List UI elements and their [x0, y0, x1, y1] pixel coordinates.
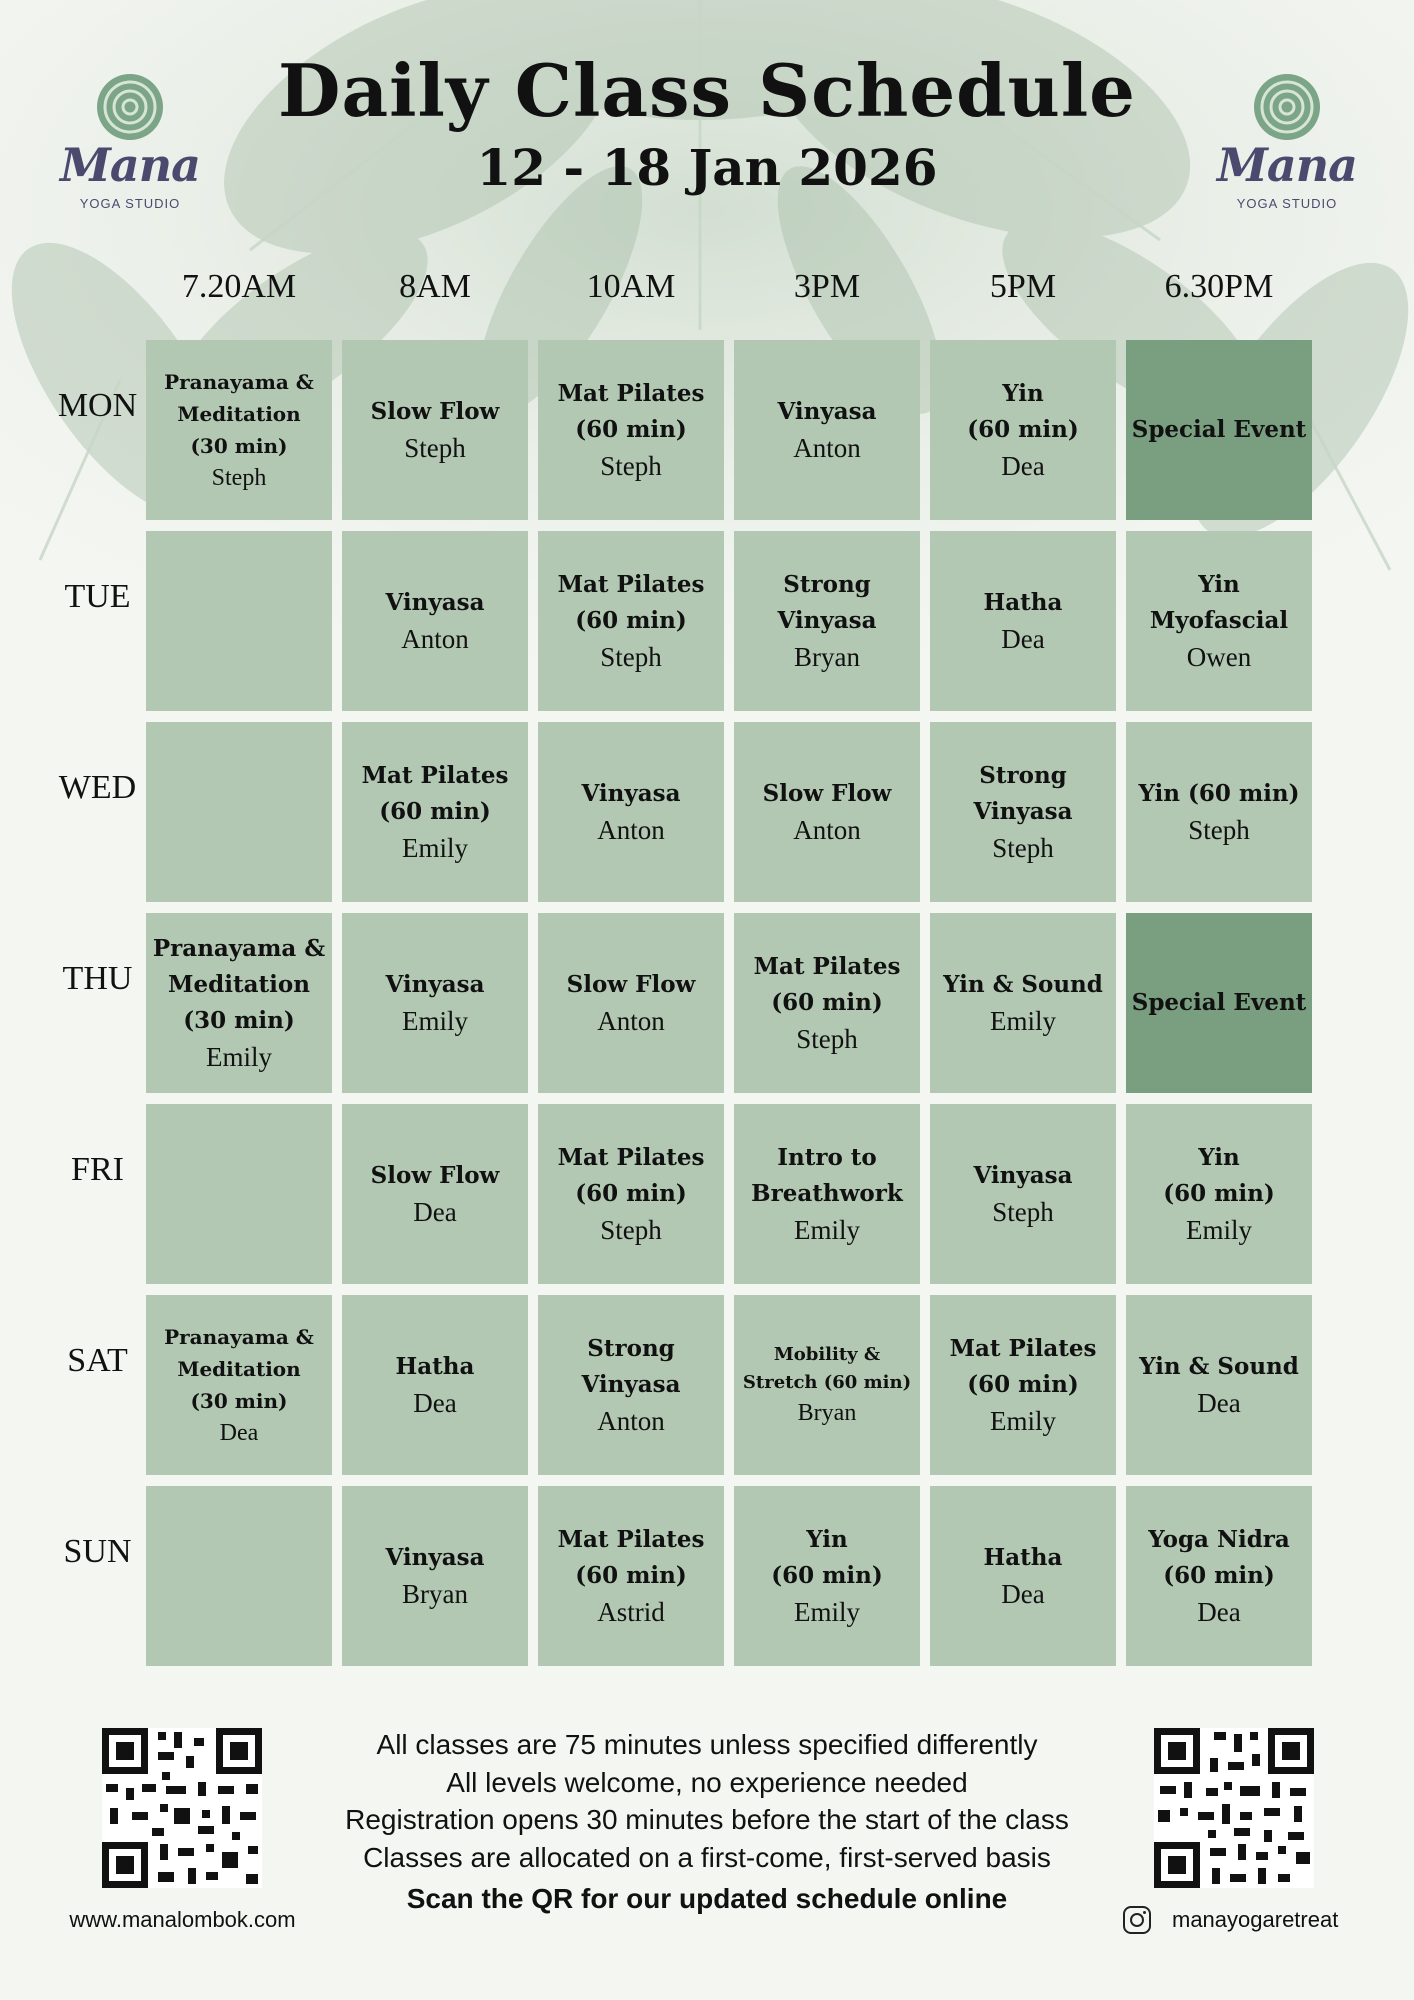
class-name: Mat Pilates (60 min)	[557, 380, 705, 443]
class-cell	[538, 913, 724, 1093]
class-name: Mat Pilates (60 min)	[557, 571, 705, 634]
day-label-wed: WED	[58, 769, 137, 806]
instructor-name: Steph	[1188, 815, 1250, 845]
time-header-7-20am: 7.20AM	[181, 268, 297, 305]
qr-code-left[interactable]	[102, 1728, 262, 1888]
class-name: Vinyasa	[973, 1162, 1073, 1189]
instructor-name: Anton	[597, 1406, 665, 1436]
time-header-5pm: 5PM	[989, 268, 1057, 305]
class-name: Mat Pilates (60 min)	[557, 1144, 705, 1207]
class-cell	[930, 340, 1116, 520]
day-label-fri: FRI	[71, 1151, 124, 1188]
instructor-name: Anton	[401, 624, 469, 654]
class-name: Special Event	[1131, 989, 1307, 1016]
instructor-name: Steph	[600, 451, 662, 481]
class-cell	[734, 1486, 920, 1666]
website-link[interactable]: www.manalombok.com	[69, 1907, 296, 1932]
empty-cell	[146, 1486, 332, 1666]
instructor-name: Dea	[413, 1388, 457, 1418]
empty-cell	[146, 722, 332, 902]
class-cell	[734, 1295, 920, 1475]
instructor-name: Steph	[211, 465, 267, 491]
class-name: Strong Vinyasa	[777, 571, 877, 634]
note-line: Classes are allocated on a first-come, first-served basis	[363, 1841, 1051, 1873]
class-cell	[342, 1104, 528, 1284]
class-cell	[146, 1295, 332, 1475]
class-name: Slow Flow	[370, 1162, 500, 1189]
class-cell	[538, 1295, 724, 1475]
class-name: Yin Myofascial	[1149, 571, 1289, 634]
class-name: Mat Pilates (60 min)	[361, 762, 509, 825]
instructor-name: Emily	[794, 1215, 860, 1245]
instructor-name: Anton	[597, 1006, 665, 1036]
class-cell	[734, 1104, 920, 1284]
instructor-name: Steph	[992, 833, 1054, 863]
qr-callout: Scan the QR for our updated schedule online	[406, 1883, 1008, 1914]
instructor-name: Dea	[219, 1420, 259, 1446]
instructor-name: Dea	[1001, 1579, 1045, 1609]
class-name: Intro to Breathwork	[751, 1144, 903, 1207]
day-label-sun: SUN	[63, 1533, 132, 1570]
class-name: Vinyasa	[385, 589, 485, 616]
class-cell	[538, 1104, 724, 1284]
class-cell	[538, 722, 724, 902]
empty-cell	[146, 531, 332, 711]
class-cell	[146, 340, 332, 520]
date-range: 12 - 18 Jan 2026	[476, 138, 938, 197]
class-cell	[930, 722, 1116, 902]
class-name: Pranayama & Meditation (30 min)	[164, 1325, 314, 1413]
class-name: Mat Pilates (60 min)	[753, 953, 901, 1016]
class-cell	[146, 913, 332, 1093]
logo-subtitle: YOGA STUDIO	[79, 196, 181, 211]
instructor-name: Bryan	[797, 1400, 857, 1426]
class-name: Strong Vinyasa	[973, 762, 1073, 825]
instructor-name: Anton	[793, 433, 861, 463]
logo-subtitle: YOGA STUDIO	[1236, 196, 1338, 211]
instructor-name: Astrid	[597, 1597, 665, 1627]
class-name: Vinyasa	[777, 398, 877, 425]
class-name: Special Event	[1131, 416, 1307, 443]
class-cell	[342, 340, 528, 520]
class-cell	[342, 1295, 528, 1475]
instructor-name: Dea	[413, 1197, 457, 1227]
class-name: Vinyasa	[385, 1544, 485, 1571]
instructor-name: Steph	[796, 1024, 858, 1054]
class-name: Hatha	[395, 1353, 475, 1380]
class-name: Yin (60 min)	[771, 1526, 883, 1589]
class-name: Vinyasa	[385, 971, 485, 998]
class-cell	[342, 531, 528, 711]
class-cell	[930, 1486, 1116, 1666]
instructor-name: Emily	[1186, 1215, 1252, 1245]
instagram-handle[interactable]: manayogaretreat	[1172, 1907, 1339, 1932]
instructor-name: Emily	[990, 1406, 1056, 1436]
class-cell	[734, 722, 920, 902]
page-title: Daily Class Schedule	[278, 48, 1136, 133]
logo-name: Mana	[60, 138, 200, 192]
class-name: Yin & Sound	[943, 971, 1103, 998]
class-name: Slow Flow	[370, 398, 500, 425]
class-name: Yoga Nidra (60 min)	[1148, 1526, 1290, 1589]
note-line: Registration opens 30 minutes before the start of the class	[345, 1804, 1069, 1835]
instructor-name: Dea	[1001, 451, 1045, 481]
class-cell	[734, 913, 920, 1093]
class-name: Mat Pilates (60 min)	[557, 1526, 705, 1589]
instructor-name: Emily	[990, 1006, 1056, 1036]
class-name: Slow Flow	[762, 780, 892, 807]
class-cell	[1126, 1486, 1312, 1666]
class-cell	[930, 913, 1116, 1093]
instructor-name: Emily	[794, 1597, 860, 1627]
class-cell	[930, 531, 1116, 711]
instructor-name: Emily	[206, 1042, 272, 1072]
instructor-name: Dea	[1001, 624, 1045, 654]
class-cell	[1126, 340, 1312, 520]
class-cell	[342, 1486, 528, 1666]
class-cell	[1126, 1295, 1312, 1475]
instructor-name: Owen	[1186, 642, 1252, 672]
instructor-name: Steph	[600, 1215, 662, 1245]
time-header-6-30pm: 6.30PM	[1164, 268, 1274, 305]
class-cell	[1126, 1104, 1312, 1284]
class-name: Pranayama & Meditation (30 min)	[152, 935, 326, 1034]
instructor-name: Dea	[1197, 1388, 1241, 1418]
class-cell	[1126, 722, 1312, 902]
logo-name: Mana	[1217, 138, 1357, 192]
note-line: All classes are 75 minutes unless specified differently	[376, 1729, 1038, 1760]
instructor-name: Anton	[793, 815, 861, 845]
class-name: Yin (60 min)	[1138, 780, 1300, 807]
empty-cell	[146, 1104, 332, 1284]
class-name: Yin (60 min)	[1163, 1144, 1275, 1207]
time-header-10am: 10AM	[586, 268, 676, 305]
instructor-name: Anton	[597, 815, 665, 845]
class-name: Slow Flow	[566, 971, 696, 998]
day-label-tue: TUE	[64, 578, 131, 615]
instructor-name: Bryan	[794, 642, 860, 672]
instructor-name: Steph	[404, 433, 466, 463]
instagram-icon	[1122, 1905, 1152, 1935]
class-cell	[930, 1104, 1116, 1284]
class-cell	[1126, 913, 1312, 1093]
class-name: Pranayama & Meditation (30 min)	[164, 370, 314, 458]
time-header-3pm: 3PM	[793, 268, 861, 305]
class-name: Hatha	[983, 589, 1063, 616]
instructor-name: Dea	[1197, 1597, 1241, 1627]
class-cell	[734, 340, 920, 520]
day-label-thu: THU	[62, 960, 133, 997]
class-name: Mobility & Stretch (60 min)	[742, 1344, 912, 1393]
class-cell	[930, 1295, 1116, 1475]
instructor-name: Emily	[402, 1006, 468, 1036]
instructor-name: Steph	[992, 1197, 1054, 1227]
schedule-notes	[290, 1726, 1124, 1918]
class-cell	[1126, 531, 1312, 711]
class-cell	[342, 913, 528, 1093]
class-cell	[538, 1486, 724, 1666]
day-label-mon: MON	[57, 387, 138, 424]
note-line: All levels welcome, no experience needed	[446, 1766, 968, 1798]
instructor-name: Emily	[402, 833, 468, 863]
time-header-8am: 8AM	[399, 268, 471, 305]
class-name: Hatha	[983, 1544, 1063, 1571]
class-cell	[538, 340, 724, 520]
class-cell	[538, 531, 724, 711]
class-name: Vinyasa	[581, 780, 681, 807]
day-label-sat: SAT	[67, 1342, 128, 1379]
class-cell	[342, 722, 528, 902]
class-name: Strong Vinyasa	[581, 1335, 681, 1398]
class-name: Yin & Sound	[1139, 1353, 1299, 1380]
instructor-name: Bryan	[402, 1579, 468, 1609]
qr-code-right[interactable]	[1154, 1728, 1314, 1888]
class-cell	[734, 531, 920, 711]
class-name: Mat Pilates (60 min)	[949, 1335, 1097, 1398]
class-name: Yin (60 min)	[967, 380, 1079, 443]
instructor-name: Steph	[600, 642, 662, 672]
